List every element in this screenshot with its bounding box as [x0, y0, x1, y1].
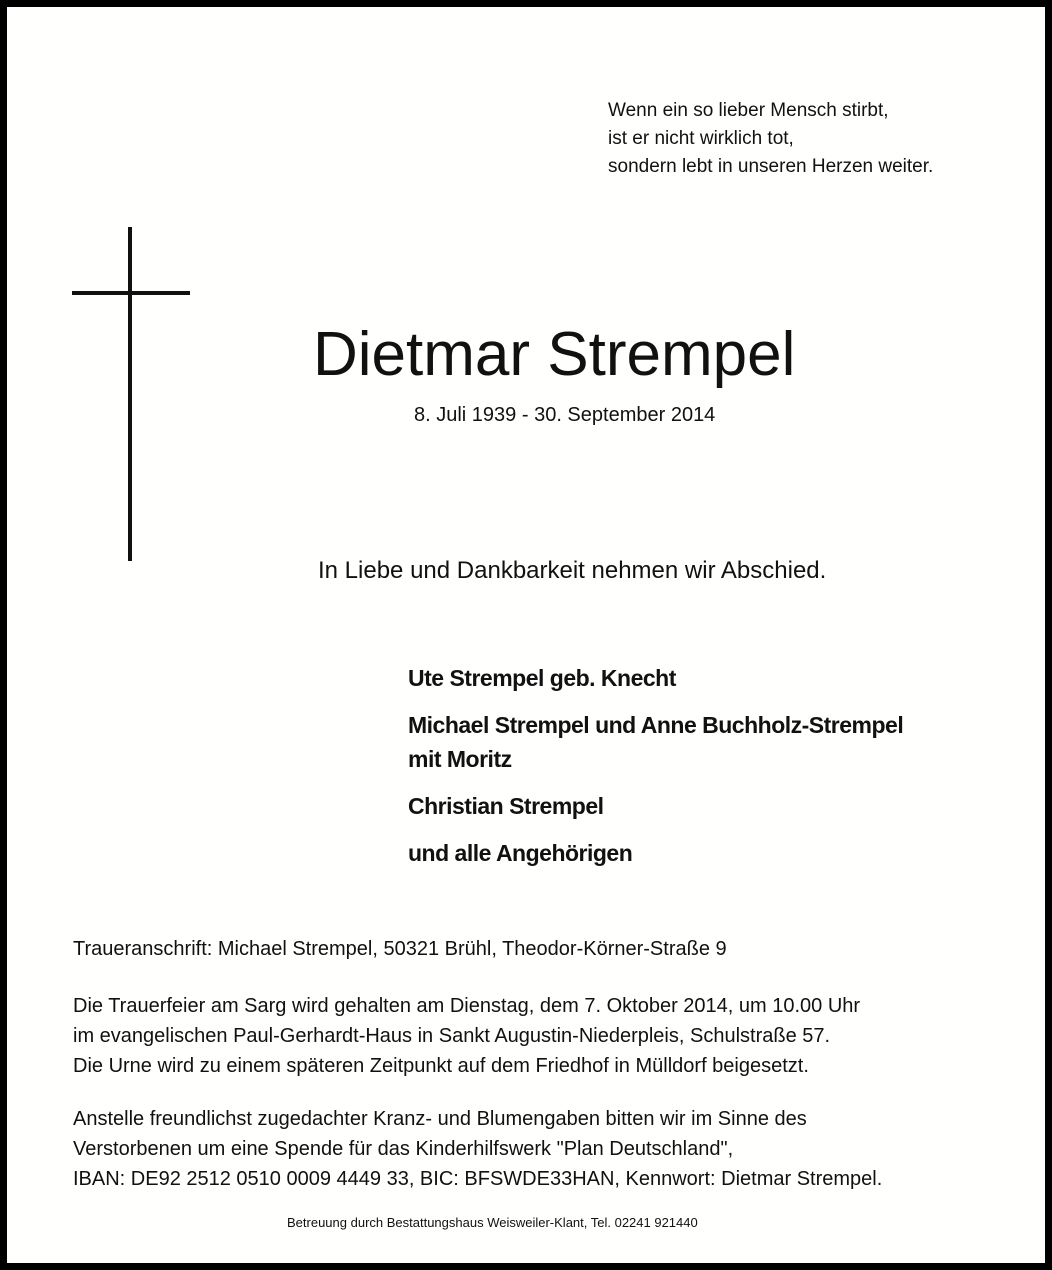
- mourner-line: mit Moritz: [408, 746, 512, 772]
- cross-icon-vertical-bar: [128, 227, 132, 561]
- service-line: im evangelischen Paul-Gerhardt-Haus in Sankt Augustin-Niederpleis, Schulstraße 57.: [73, 1025, 831, 1047]
- poem-line: sondern lebt in unseren Herzen weiter.: [608, 156, 934, 177]
- mourner: und alle Angehörigen: [408, 840, 633, 866]
- obituary-page: [7, 7, 1045, 1263]
- mourning-address: [73, 934, 727, 964]
- poem-line: Wenn ein so lieber Mensch stirbt,: [608, 100, 889, 121]
- mourner: Christian Strempel: [408, 793, 604, 819]
- donation-line: Verstorbenen um eine Spende für das Kinderhilfswerk "Plan Deutschland",: [73, 1138, 734, 1160]
- service-line: Die Urne wird zu einem späteren Zeitpunkt auf dem Friedhof in Mülldorf beigesetzt.: [73, 1055, 809, 1077]
- donation-line: IBAN: DE92 2512 0510 0009 4449 33, BIC: BFSWDE33HAN, Kennwort: Dietmar Strempel.: [73, 1168, 883, 1190]
- service-line: Die Trauerfeier am Sarg wird gehalten am Dienstag, dem 7. Oktober 2014, um 10.00 Uhr: [73, 995, 861, 1017]
- address-line: Traueranschrift: Michael Strempel, 50321 Brühl, Theodor-Körner-Straße 9: [73, 938, 727, 960]
- life-dates: 8. Juli 1939 - 30. September 2014: [414, 404, 716, 426]
- mourner: Ute Strempel geb. Knecht: [408, 665, 676, 691]
- donation-line: Anstelle freundlichst zugedachter Kranz- und Blumengaben bitten wir im Sinne des: [73, 1108, 807, 1130]
- mourner-line: Michael Strempel und Anne Buchholz-Strempel: [408, 712, 904, 738]
- funeral-home-footer: Betreuung durch Bestattungshaus Weisweiler-Klant, Tel. 02241 921440: [287, 1215, 698, 1230]
- deceased-name: Dietmar Strempel: [313, 320, 796, 389]
- cross-icon-horizontal-bar: [72, 291, 190, 295]
- memorial-poem: [608, 97, 933, 181]
- poem-line: ist er nicht wirklich tot,: [608, 128, 794, 149]
- mourner: [408, 708, 903, 776]
- mourners-list: [408, 661, 903, 883]
- farewell-message: In Liebe und Dankbarkeit nehmen wir Abschied.: [318, 557, 827, 584]
- service-info: [73, 991, 860, 1081]
- donation-info: [73, 1104, 882, 1194]
